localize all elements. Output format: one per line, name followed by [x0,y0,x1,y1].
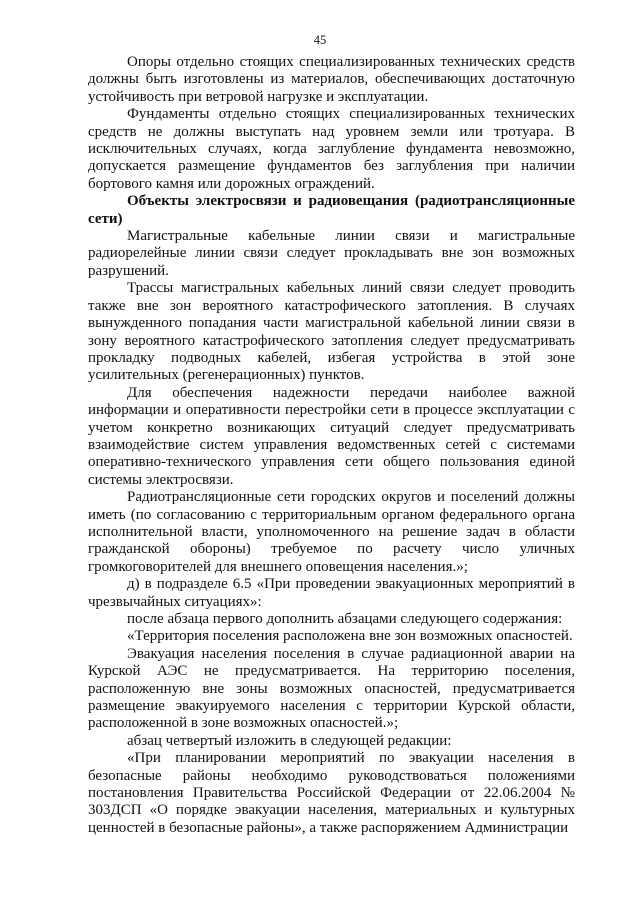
paragraph-foundations: Фундаменты отдельно стоящих специализированных технических средств не должны выступать над уровнем земли или тротуара. В исключительных случаях, когда заглубление фундамента невозможно, допускается размещение фундаментов без заглубления при наличии бортового камня или дорожных ограждений. [88,106,575,192]
paragraph-subsection-6-5: д) в подразделе 6.5 «При проведении эвакуационных мероприятий в чрезвычайных ситуациях»: [88,576,575,610]
paragraph-territory: «Территория поселения расположена вне зон возможных опасностей. [127,628,573,645]
paragraph-add-after-first: после абзаца первого дополнить абзацами следующего содержания: [127,611,563,627]
document-body [88,54,575,837]
paragraph-cable-routes: Трассы магистральных кабельных линий связи следует проводить также вне зон вероятного катастрофического затопления. В случаях вынужденного попадания части магистральной кабельной линии связи в зону вероятного катастрофического затопления следует предусматривать прокладку подводных кабелей, избегая устройства в этой зоне усилительных (регенерационных) пунктов. [88,280,575,384]
paragraph-evacuation: Эвакуация населения поселения в случае радиационной аварии на Курской АЭС не предусматривается. На территорию поселения, расположенную вне зоны возможных опасностей, предусматривается размещение эвакуируемого населения с территории Курской области, расположенной в зоне возможных опасностей.»; [88,645,575,732]
paragraph-fourth-abzac: абзац четвертый изложить в следующей редакции: [127,732,452,749]
paragraph-planning: «При планировании мероприятий по эвакуации населения в безопасные районы необходимо руководствоваться положениями постановления Правительства Российской Федерации от 22.06.2004 № 303ДСП «О порядке эвакуации населения, материальных и культурных ценностей в безопасные районы», а также распоряжением Администрации [88,750,575,836]
section-heading-telecom: Объекты электросвязи и радиовещания (радиотрансляционные сети) [88,193,575,227]
page-number: 45 [313,33,327,47]
paragraph-trunk-lines: Магистральные кабельные линии связи и магистральные радиорелейные линии связи следует прокладывать вне зон возможных разрушений. [88,228,575,279]
paragraph-supports: Опоры отдельно стоящих специализированных технических средств должны быть изготовлены из материалов, обеспечивающих достаточную устойчивость при ветровой нагрузке и эксплуатации. [88,54,575,105]
paragraph-network-reliability: Для обеспечения надежности передачи наиболее важной информации и оперативности перестройки сети в процессе эксплуатации с учетом конкретно возникающих ситуаций следует предусматривать взаимодействие систем управления ведомственных сетей с системами оперативно-технического управления сети общего пользования единой системы электросвязи. [88,384,575,488]
paragraph-radio-networks: Радиотрансляционные сети городских округов и поселений должны иметь (по согласованию с территориальным органом федерального органа исполнительной власти, уполномоченного на решение задач в области гражданской обороны) требуемое по расчету число уличных громкоговорителей для внешнего оповещения населения.»; [88,489,575,575]
